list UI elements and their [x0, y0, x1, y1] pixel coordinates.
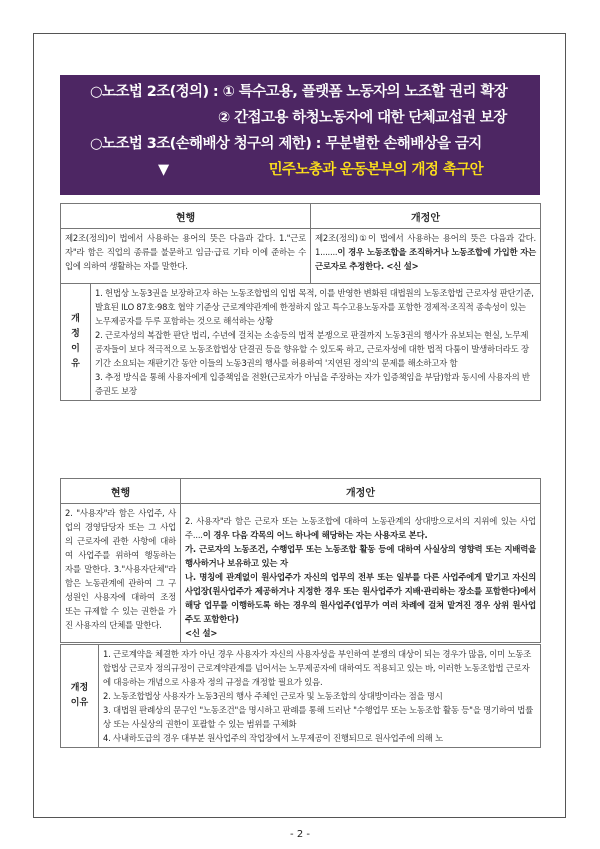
- reason-label-char: 개: [71, 314, 80, 324]
- banner-line-3: ○노조법 3조(손해배상 청구의 제한) : 무분별한 손해배상을 금지: [90, 136, 482, 152]
- revision-bold-text: 이 경우 다음 각목의 어느 하나에 해당하는 자는 사용자로 본다.: [202, 530, 428, 540]
- revision-item-na: 나. 명칭에 관계없이 원사업주가 자신의 업무의 전부 또는 일부를 다른 사업주에게 맡기고 자신의 사업장(원사업주가 제공하거나 지정한 경우 또는 원사업주가 지배·관리하는 장소를 포함한다)에서 해당 업무를 이행하도록 하는 경우의 원사업주(업무가 여러 차례에 걸쳐 맡겨진 경우 상위 원사업주도 포함한다): [185, 572, 537, 624]
- reason-label-char: 정: [71, 329, 80, 339]
- reason-item: 3. 대법원 판례상의 문구인 "노동조건"을 명시하고 판례를 통해 드러난 "수행업무 또는 노동조합 활동 등"을 명기하여 법률상 또는 사실상의 권한이 포괄할 수 있는 범위를 구체화: [103, 705, 533, 729]
- revision-text-cell: [181, 504, 541, 643]
- reason-text-cell: [99, 645, 541, 748]
- revision-plain-text: 제2조(정의)①이 법에서 사용하는 용어의 뜻은 다음과 같다. 1.......: [315, 233, 537, 257]
- page-number: - 2 -: [290, 829, 310, 840]
- comparison-table-1: [60, 203, 541, 401]
- reason-item: 1. 헌법상 노동3권을 보장하고자 하는 노동조합법의 입법 목적, 이를 반영한 변화된 대법원의 노동조합법 근로자성 판단기준, 발효된 ILO 87호·98호 협약 기준상 근로계약관계에 한정하지 않고 특수고용노동자를 포함한 경제적·조직적 종속성이 있는 노무제공자를 두루 포함하는 것으로 해석하는 상황: [95, 288, 534, 326]
- banner-line-4: [60, 157, 592, 183]
- column-header-current: 현행: [61, 204, 311, 229]
- reason-item: 2. 노동조합법상 사용자가 노동3권의 행사 주체인 근로자 및 노동조합의 상대방이라는 점을 명시: [103, 691, 443, 701]
- reason-text-cell: [91, 284, 541, 401]
- column-header-current: 현행: [61, 479, 181, 504]
- column-header-revision: 개정안: [181, 479, 541, 504]
- revision-item-ga: 가. 근로자의 노동조건, 수행업무 또는 노동조합 활동 등에 대하여 사실상의 영향력 또는 지배력을 행사하거나 보유하고 있는 자: [185, 544, 537, 568]
- revision-text-cell: [311, 229, 541, 284]
- down-arrow-icon: ▼: [581, 162, 592, 178]
- reason-table-2: [60, 644, 541, 748]
- comparison-table-2: [60, 478, 541, 643]
- title-banner: [60, 75, 592, 195]
- reason-label-char: 이유: [70, 698, 89, 708]
- banner-line-1: ○노조법 2조(정의) : ① 특수고용, 플랫폼 노동자의 노조할 권리 확장: [90, 84, 508, 100]
- current-text-cell: 제2조(정의)이 법에서 사용하는 용어의 뜻은 다음과 같다. 1."근로자"라 함은 직업의 종류를 불문하고 임금·급료 기타 이에 준하는 수입에 의하여 생활하는 자를 말한다.: [61, 229, 311, 284]
- down-arrow-icon: ▼: [158, 162, 169, 178]
- column-header-revision: 개정안: [311, 204, 541, 229]
- reason-item: 3. 추정 방식을 통해 사용자에게 입증책임을 전환(근로자가 아님을 주장하는 자가 입증책임을 부담)함과 동시에 사용자의 반증권도 보장: [95, 372, 530, 396]
- banner-subtitle: 민주노총과 운동본부의 개정 촉구안: [268, 162, 484, 178]
- new-provision-tag: <신 설>: [386, 261, 419, 271]
- reason-item: 1. 근로계약을 체결한 자가 아닌 경우 사용자가 자신의 사용자성을 부인하여 분쟁의 대상이 되는 경우가 많음, 이미 노동조합법상 근로자 정의규정이 근로계약관계를 넘어서는 노무제공자에 대하여도 적용되고 있는 바, 이러한 노동조합법 근로자에 대응하는 개념으로 사용자 정의 규정을 개정할 필요가 있음.: [103, 649, 532, 687]
- reason-label: [61, 284, 91, 401]
- reason-label-char: 유: [71, 359, 80, 369]
- revision-plain-text: 2. 사용자"라 함은 근로자 또는 노동조합에 대하여 노동관계의 상대방으로서의 지위에 있는 사업주....: [185, 516, 537, 540]
- banner-line-2: ② 간접고용 하청노동자에 대한 단체교섭권 보장: [218, 110, 507, 126]
- revision-bold-text: 이 경우 노동조합을 조직하거나 노동조합에 가입한 자는 근로자로 추정한다.: [315, 247, 537, 271]
- new-provision-tag: <신 설>: [185, 628, 218, 638]
- current-text-cell: 2. "사용자"라 함은 사업주, 사업의 경영담당자 또는 그 사업의 근로자에 관한 사항에 대하여 사업주를 위하여 행동하는 자를 말한다. 3."사용자단체"라 함은 노동관계에 관하여 그 구성원인 사용자에 대하여 조정 또는 규제할 수 있는 권한을 가진 사용자의 단체를 말한다.: [61, 504, 181, 643]
- reason-label-char: 이: [71, 344, 80, 354]
- reason-item: 4. 사내하도급의 경우 대부분 원사업주의 작업장에서 노무제공이 진행되므로 원사업주에 의해 노: [103, 733, 443, 743]
- reason-label: [61, 645, 99, 748]
- reason-item: 2. 근로자성의 복잡한 판단 법리, 수년에 걸치는 소송등의 법적 분쟁으로 판결까지 노동3권의 행사가 유보되는 현실, 노무제공자들이 보다 적극적으로 노동조합법상 단결권 등을 향유할 수 있도록 하고, 근로자성에 대한 법적 다툼이 발생하더라도 장기간 소요되는 재판기간 동안 이들의 노동3권의 행사를 허용하여 '지연된 정의'의 문제를 해소하고자 함: [95, 330, 529, 368]
- reason-label-char: 개정: [70, 683, 89, 693]
